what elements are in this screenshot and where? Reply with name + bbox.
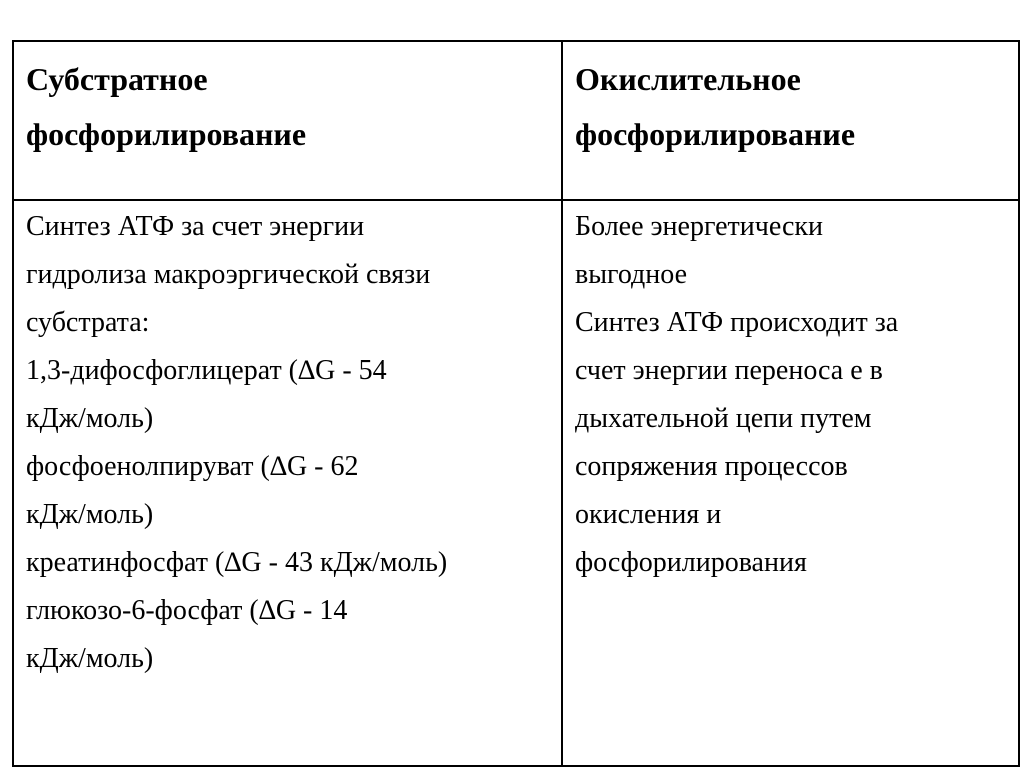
header-cell-oxidative [562,41,1019,200]
cell-line: Синтез АТФ за счет энергии [26,211,365,242]
header-cell-substrate [13,41,562,200]
cell-line: гидролиза макроэргической связи [26,259,431,290]
cell-line: выгодное [575,259,688,290]
cell-line: кДж/моль) [26,403,154,434]
body-cell-oxidative [562,200,1019,766]
header-line: Окислительное [575,61,801,97]
body-cell-substrate [13,200,562,766]
cell-line: кДж/моль) [26,499,154,530]
cell-line: Синтез АТФ происходит за [575,307,899,338]
cell-line: фосфорилирования [575,547,807,578]
header-line: Субстратное [26,61,208,97]
cell-line: фосфоенолпируват (∆G - 62 [26,451,359,482]
cell-line: креатинфосфат (∆G - 43 кДж/моль) [26,547,448,578]
header-line: фосфорилирование [26,116,307,152]
body-row [13,200,1019,766]
cell-line: субстрата: [26,307,150,338]
header-line: фосфорилирование [575,116,856,152]
cell-line: Более энергетически [575,211,823,242]
cell-line: 1,3-дифосфоглицерат (∆G - 54 [26,355,387,386]
comparison-table [12,40,1020,767]
cell-line: сопряжения процессов [575,451,848,482]
cell-line: глюкозо-6-фосфат (∆G - 14 [26,595,348,626]
cell-line: счет энергии переноса е в [575,355,883,386]
header-row [13,41,1019,200]
cell-line: окисления и [575,499,722,530]
cell-line: кДж/моль) [26,643,154,674]
cell-line: дыхательной цепи путем [575,403,872,434]
